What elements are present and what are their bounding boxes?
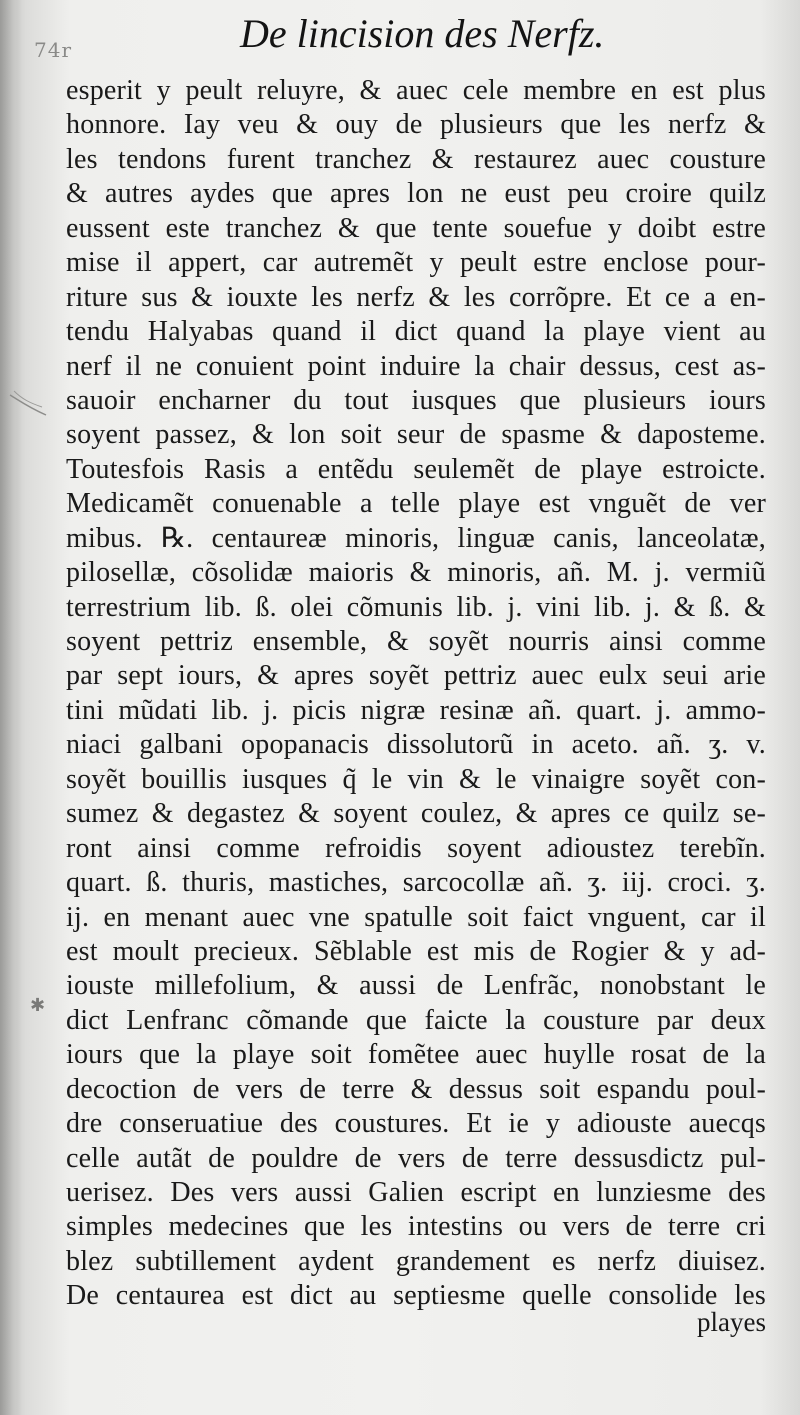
text-line: est moult precieux. Sẽblable est mis de Rogier & y ad- xyxy=(66,935,766,967)
text-line: quart. ß. thuris, mastiches, sarcocollæ añ. ʒ. iij. croci. ʒ. xyxy=(66,867,766,899)
text-line: simples medecines que les intestins ou vers de terre cri xyxy=(66,1211,766,1243)
text-line: pilosellæ, cõsolidæ maioris & minoris, añ. M. j. vermiũ xyxy=(66,557,766,589)
text-line: soyẽt bouillis iusques q̃ le vin & le vinaigre soyẽt con- xyxy=(66,763,766,795)
text-line: eussent este tranchez & que tente souefue y doibt estre xyxy=(66,212,766,244)
text-line: sauoir encharner du tout iusques que plusieurs iours xyxy=(66,384,766,416)
text-line: Toutesfois Rasis a entẽdu seulemẽt de playe estroicte. xyxy=(66,453,766,485)
text-line: tini mũdati lib. j. picis nigræ resinæ añ. quart. j. ammo- xyxy=(66,694,766,726)
text-line: les tendons furent tranchez & restaurez auec cousture xyxy=(66,143,766,175)
catchword: playes xyxy=(697,1307,766,1337)
text-line: soyent pettriz ensemble, & soyẽt nourris ainsi comme xyxy=(66,626,766,657)
text-line: nerf il ne conuient point induire la chair dessus, cest as- xyxy=(66,350,766,382)
text-line: iouste millefolium, & aussi de Lenfrãc, nonobstant le xyxy=(66,970,766,1002)
text-line: tendu Halyabas quand il dict quand la playe vient au xyxy=(66,316,766,348)
text-line: terrestrium lib. ß. olei cõmunis lib. j. vini lib. j. & ß. & xyxy=(66,591,766,623)
text-line: mise il appert, car autremẽt y peult estre enclose pour- xyxy=(66,247,766,279)
margin-asterisk-mark: ✱ xyxy=(30,995,46,1016)
text-line: ront ainsi comme refroidis soyent adioustez terebĩn. xyxy=(66,832,766,864)
running-head: De lincision des Nerfz. xyxy=(240,11,605,56)
text-line: celle autãt de pouldre de vers de terre dessusdictz pul- xyxy=(66,1142,766,1174)
catchword-row xyxy=(66,1305,766,1339)
text-line: soyent passez, & lon soit seur de spasme & daposteme. xyxy=(66,419,766,451)
margin-scratch-mark xyxy=(6,385,54,425)
page-gutter-shadow xyxy=(0,0,22,1415)
text-line: iours que la playe soit fomẽtee auec huylle rosat de la xyxy=(66,1039,766,1071)
body-text-block xyxy=(66,74,766,1314)
text-line: Medicamẽt conuenable a telle playe est vnguẽt de ver xyxy=(66,488,766,520)
text-line: decoction de vers de terre & dessus soit espandu poul- xyxy=(66,1073,766,1105)
text-line: par sept iours, & apres soyẽt pettriz auec eulx seui arie xyxy=(66,660,766,692)
text-line: riture sus & iouxte les nerfz & les corrõpre. Et ce a en- xyxy=(66,281,766,313)
folio-number: 74r xyxy=(34,38,73,62)
text-line: De centaurea est dict au septiesme quelle consolide les xyxy=(66,1280,766,1312)
text-line: mibus. ℞. centaureæ minoris, linguæ canis, lanceolatæ, xyxy=(66,522,766,554)
text-line: dre conseruatiue des coustures. Et ie y adiouste auecqs xyxy=(66,1108,766,1140)
text-line: uerisez. Des vers aussi Galien escript en lunziesme des xyxy=(66,1177,766,1208)
text-line: & autres aydes que apres lon ne eust peu croire quilz xyxy=(66,178,766,210)
text-line: esperit y peult reluyre, & auec cele membre en est plus xyxy=(66,75,766,106)
text-line: honnore. Iay veu & ouy de plusieurs que les nerfz & xyxy=(66,109,766,141)
text-line: blez subtillement aydent grandement es nerfz diuisez. xyxy=(66,1245,766,1277)
text-line: ij. en menant auec vne spatulle soit faict vnguent, car il xyxy=(66,901,766,933)
text-line: sumez & degastez & soyent coulez, & apres ce quilz se- xyxy=(66,798,766,830)
text-line: dict Lenfranc cõmande que faicte la cousture par deux xyxy=(66,1004,766,1036)
text-line: niaci galbani opopanacis dissolutorũ in aceto. añ. ʒ. v. xyxy=(66,729,766,761)
